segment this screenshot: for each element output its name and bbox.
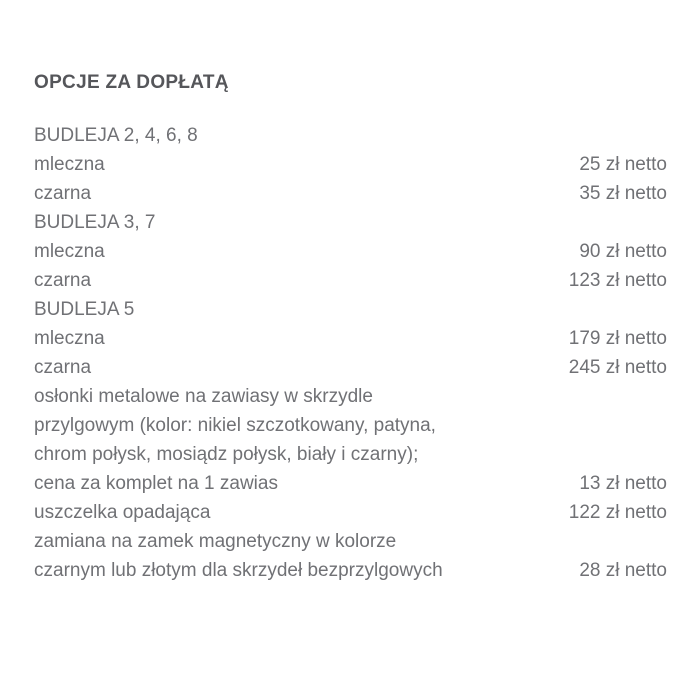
row-label bbox=[34, 266, 91, 295]
label-line: mleczna bbox=[34, 154, 105, 175]
row-label bbox=[34, 324, 105, 353]
label-line: czarna bbox=[34, 357, 92, 378]
row-price: 245 zł netto bbox=[568, 357, 667, 378]
label-line: mleczna bbox=[34, 328, 105, 349]
label-line: BUDLEJA 5 bbox=[34, 299, 135, 320]
label-line: chrom połysk, mosiądz połysk, biały i czarny); bbox=[34, 444, 419, 465]
row-label bbox=[34, 150, 105, 179]
price-row bbox=[34, 237, 667, 266]
row-price: 25 zł netto bbox=[579, 154, 667, 175]
label-line: czarna bbox=[34, 270, 92, 291]
label-line: zamiana na zamek magnetyczny w kolorze bbox=[34, 531, 397, 552]
row-price: 35 zł netto bbox=[579, 183, 667, 204]
price-list bbox=[34, 121, 667, 585]
price-row bbox=[34, 382, 667, 498]
price-row bbox=[34, 150, 667, 179]
row-price: 179 zł netto bbox=[568, 328, 667, 349]
row-price: 90 zł netto bbox=[579, 241, 667, 262]
label-line: BUDLEJA 2, 4, 6, 8 bbox=[34, 125, 198, 146]
row-price: 122 zł netto bbox=[568, 502, 667, 523]
price-row bbox=[34, 498, 667, 527]
row-label bbox=[34, 237, 105, 266]
price-row bbox=[34, 266, 667, 295]
price-row bbox=[34, 527, 667, 585]
row-label bbox=[34, 353, 91, 382]
row-price: 123 zł netto bbox=[568, 270, 667, 291]
label-line: czarna bbox=[34, 183, 92, 204]
row-label bbox=[34, 498, 210, 527]
row-price: 28 zł netto bbox=[579, 560, 667, 581]
label-line: osłonki metalowe na zawiasy w skrzydle bbox=[34, 386, 373, 407]
page-title: OPCJE ZA DOPŁATĄ bbox=[34, 72, 229, 93]
row-label bbox=[34, 527, 443, 585]
label-line: uszczelka opadająca bbox=[34, 502, 211, 523]
label-line: mleczna bbox=[34, 241, 105, 262]
row-price: 13 zł netto bbox=[579, 473, 667, 494]
section-row bbox=[34, 208, 667, 237]
label-line: czarnym lub złotym dla skrzydeł bezprzylgowych bbox=[34, 560, 443, 581]
section-row bbox=[34, 295, 667, 324]
label-line: cena za komplet na 1 zawias bbox=[34, 473, 278, 494]
price-row bbox=[34, 179, 667, 208]
section-row bbox=[34, 121, 667, 150]
section-label bbox=[34, 295, 134, 324]
price-row bbox=[34, 324, 667, 353]
row-label bbox=[34, 179, 91, 208]
label-line: przylgowym (kolor: nikiel szczotkowany, patyna, bbox=[34, 415, 436, 436]
row-label bbox=[34, 382, 436, 498]
label-line: BUDLEJA 3, 7 bbox=[34, 212, 156, 233]
price-row bbox=[34, 353, 667, 382]
section-label bbox=[34, 121, 198, 150]
section-label bbox=[34, 208, 155, 237]
